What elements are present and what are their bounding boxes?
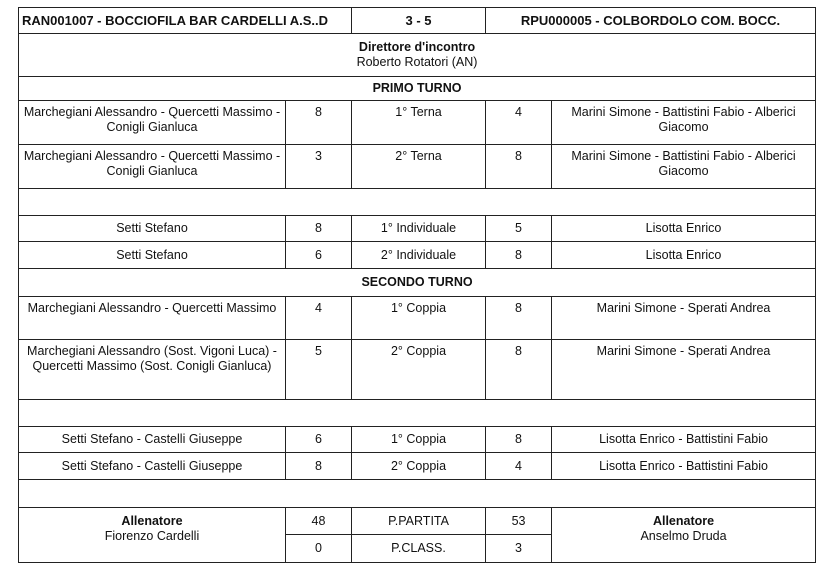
match-row [19,242,816,269]
primo-turno-title-row [19,77,816,101]
spacer-cell [19,400,816,427]
class-label: P.CLASS. [352,535,486,563]
partita-home: 48 [286,508,352,535]
game-type: 1° Individuale [352,216,486,242]
game-type: 1° Terna [352,101,486,145]
home-players: Marchegiani Alessandro - Quercetti Massimo - Conigli Gianluca [19,101,286,145]
away-players: Lisotta Enrico - Battistini Fabio [552,427,816,453]
away-players: Lisotta Enrico - Battistini Fabio [552,453,816,480]
away-score: 8 [486,297,552,340]
game-type: 2° Coppia [352,453,486,480]
away-team: RPU000005 - COLBORDOLO COM. BOCC. [486,8,816,34]
away-score: 8 [486,427,552,453]
match-report-table [18,7,816,563]
away-players: Lisotta Enrico [552,242,816,269]
home-score: 8 [286,453,352,480]
class-away: 3 [486,535,552,563]
home-players: Setti Stefano [19,216,286,242]
home-players: Setti Stefano - Castelli Giuseppe [19,427,286,453]
away-score: 8 [486,340,552,400]
home-coach [19,508,286,563]
home-score: 3 [286,145,352,189]
secondo-turno-title: SECONDO TURNO [19,269,816,297]
spacer-cell [19,480,816,508]
home-score: 8 [286,101,352,145]
match-score: 3 - 5 [352,8,486,34]
header-row [19,8,816,34]
director-cell [19,34,816,77]
home-players: Setti Stefano - Castelli Giuseppe [19,453,286,480]
away-players: Marini Simone - Battistini Fabio - Alberici Giacomo [552,145,816,189]
home-score: 8 [286,216,352,242]
game-type: 2° Terna [352,145,486,189]
class-home: 0 [286,535,352,563]
game-type: 1° Coppia [352,297,486,340]
spacer-cell [19,189,816,216]
director-row [19,34,816,77]
home-players: Marchegiani Alessandro - Quercetti Massimo [19,297,286,340]
director-label: Direttore d'incontro [358,40,476,54]
match-report-sheet [18,7,815,563]
home-players: Marchegiani Alessandro (Sost. Vigoni Luca) - Quercetti Massimo (Sost. Conigli Gianluca) [19,340,286,400]
home-players: Marchegiani Alessandro - Quercetti Massimo - Conigli Gianluca [19,145,286,189]
away-coach-name: Anselmo Druda [640,529,727,543]
match-row [19,145,816,189]
director-name: Roberto Rotatori (AN) [356,55,478,69]
away-score: 8 [486,242,552,269]
away-score: 4 [486,101,552,145]
primo-turno-title: PRIMO TURNO [19,77,816,101]
spacer-row [19,480,816,508]
away-score: 5 [486,216,552,242]
away-score: 8 [486,145,552,189]
home-score: 4 [286,297,352,340]
partita-label: P.PARTITA [352,508,486,535]
partita-away: 53 [486,508,552,535]
game-type: 1° Coppia [352,427,486,453]
away-players: Marini Simone - Battistini Fabio - Alberici Giacomo [552,101,816,145]
home-team: RAN001007 - BOCCIOFILA BAR CARDELLI A.S..D [19,8,352,34]
spacer-row [19,189,816,216]
away-coach-label: Allenatore [652,514,715,528]
match-row [19,453,816,480]
match-row [19,101,816,145]
away-players: Marini Simone - Sperati Andrea [552,297,816,340]
secondo-turno-title-row [19,269,816,297]
home-score: 6 [286,427,352,453]
match-row [19,340,816,400]
away-players: Lisotta Enrico [552,216,816,242]
home-coach-name: Fiorenzo Cardelli [104,529,200,543]
match-row [19,216,816,242]
away-score: 4 [486,453,552,480]
home-players: Setti Stefano [19,242,286,269]
home-score: 5 [286,340,352,400]
game-type: 2° Individuale [352,242,486,269]
away-coach [552,508,816,563]
match-row [19,427,816,453]
spacer-row [19,400,816,427]
footer-row-partita [19,508,816,535]
match-row [19,297,816,340]
game-type: 2° Coppia [352,340,486,400]
home-score: 6 [286,242,352,269]
away-players: Marini Simone - Sperati Andrea [552,340,816,400]
home-coach-label: Allenatore [121,514,183,528]
